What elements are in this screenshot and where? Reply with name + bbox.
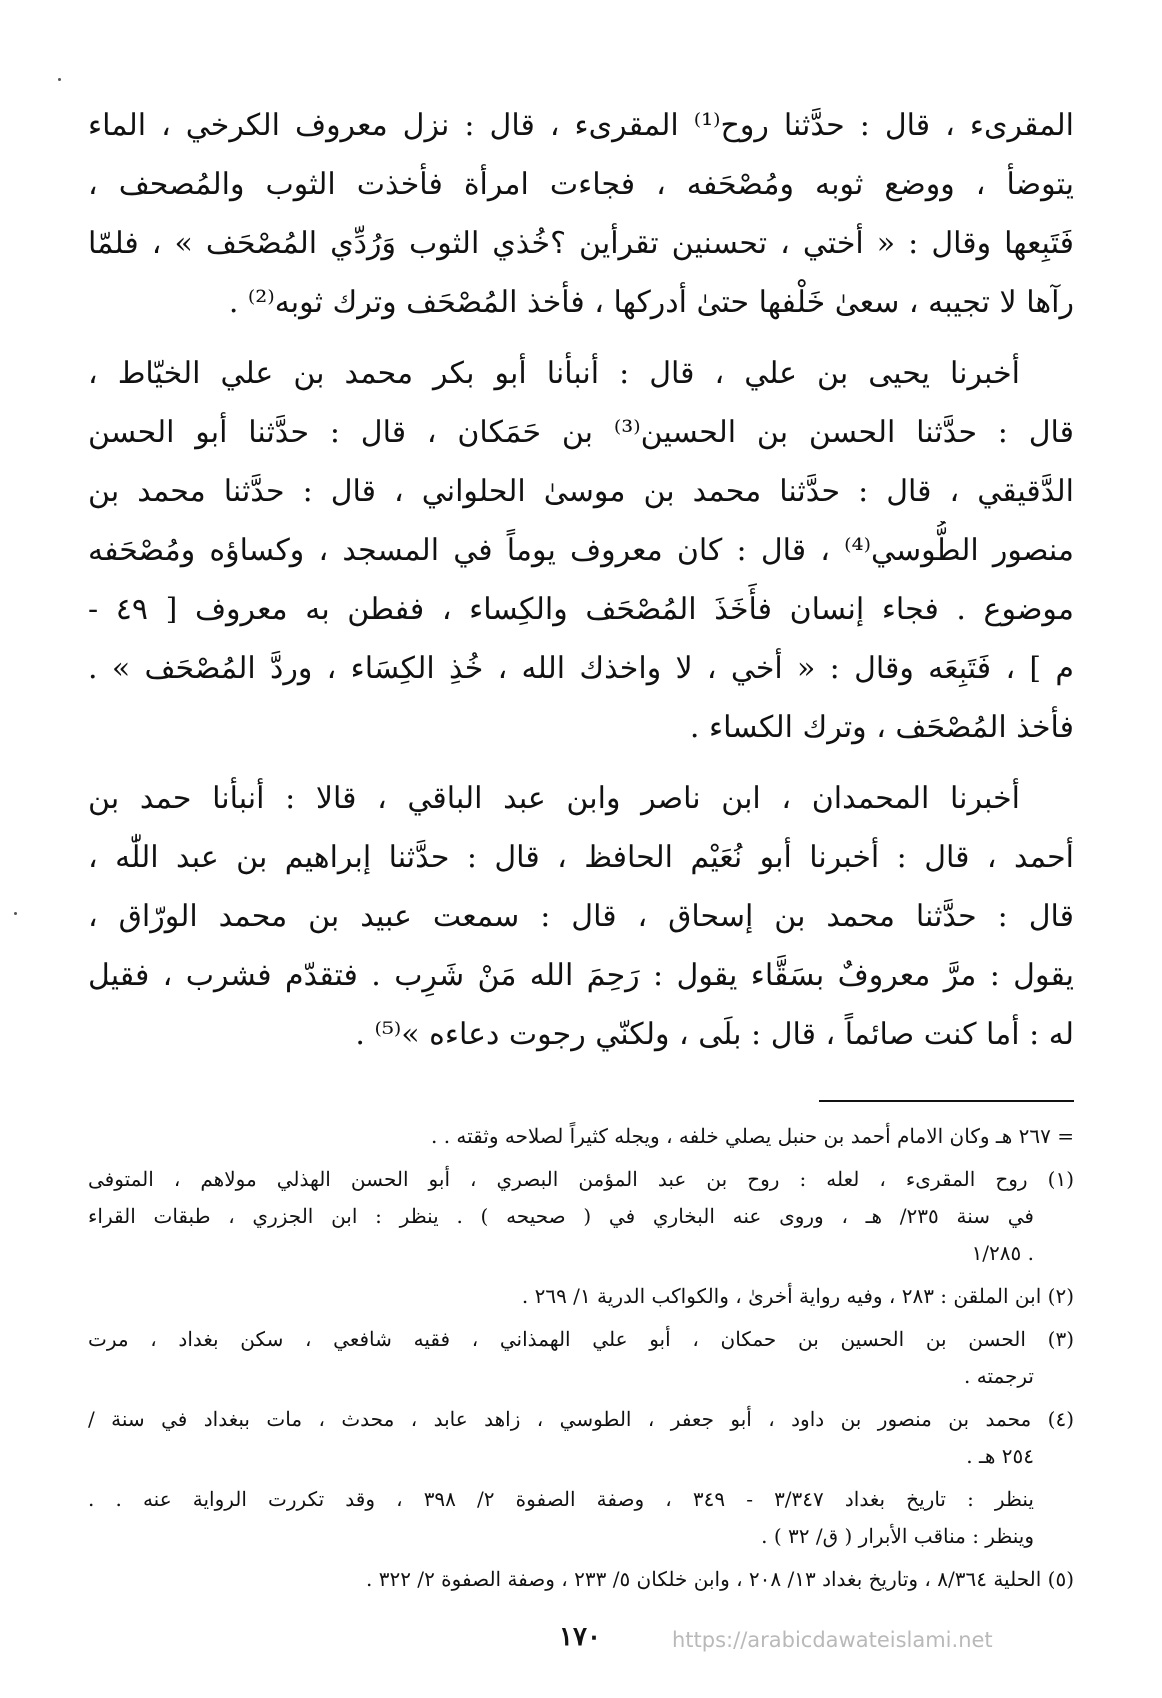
footnote-5 <box>88 1561 1074 1598</box>
footnote-line: (٣) الحسن بن الحسين بن حمكان ، أبو علي الهمذاني ، فقيه شافعي ، سكن بغداد ، مرت <box>88 1327 1074 1351</box>
footnote-line: (٤) محمد بن منصور بن داود ، أبو جعفر ، الطوسي ، زاهد عابد ، محدث ، مات ببغداد في سنة / <box>88 1407 1074 1431</box>
footnote-4-references <box>88 1481 1074 1555</box>
text-line: أخبرنا المحمدان ، ابن ناصر وابن عبد الباقي ، قالا : أنبأنا حمد بن <box>88 781 1020 816</box>
footnote-4 <box>88 1401 1074 1475</box>
footnote-line: ينظر : تاريخ بغداد ٣/٣٤٧ - ٣٤٩ ، وصفة الصفوة ٢/ ٣٩٨ ، وقد تكررت الرواية عنه . . <box>88 1487 1034 1511</box>
footnotes <box>88 1118 1074 1604</box>
text-line: قال : حدَّثنا الحسن بن الحسين⁽³⁾ بن حَمَكان ، قال : حدَّثنا أبو الحسن <box>88 415 1074 450</box>
footnote-3 <box>88 1321 1074 1395</box>
text-line: منصور الطُّوسي⁽⁴⁾ ، قال : كان معروف يوماً في المسجد ، وكساؤه ومُصْحَفه <box>88 533 1074 568</box>
footnote-line: ٢٥٤ هـ . <box>966 1444 1034 1468</box>
page-number: ١٧٠ <box>559 1622 601 1652</box>
paragraph-1 <box>88 96 1074 332</box>
footnote-line: (٥) الحلية ٨/٣٦٤ ، وتاريخ بغداد ١٣/ ٢٠٨ ، وابن خلكان ٥/ ٢٣٣ ، وصفة الصفوة ٢/ ٣٢٢ . <box>366 1567 1074 1591</box>
footnote-line: وينظر : مناقب الأبرار ( ق/ ٣٢ ) . <box>761 1524 1034 1548</box>
main-text <box>88 96 1074 1076</box>
text-line: م ] ، فَتَبِعَه وقال : « أخي ، لا واخذك الله ، خُذِ الكِسَاء ، وردَّ المُصْحَف » . <box>88 651 1074 686</box>
scan-speck <box>14 912 17 915</box>
text-line: أخبرنا يحيى بن علي ، قال : أنبأنا أبو بكر محمد بن علي الخيّاط ، <box>88 356 1020 391</box>
text-line: الدَّقيقي ، قال : حدَّثنا محمد بن موسىٰ الحلواني ، قال : حدَّثنا محمد بن <box>88 474 1074 509</box>
text-line: يتوضأ ، ووضع ثوبه ومُصْحَفه ، فجاءت امرأة فأخذت الثوب والمُصحف ، <box>88 167 1074 202</box>
footnote-line: في سنة ٢٣٥/ هـ ، وروى عنه البخاري في ( صحيحه ) . ينظر : ابن الجزري ، طبقات القراء <box>88 1204 1034 1228</box>
paragraph-3 <box>88 769 1074 1064</box>
footnote-line: . ١/٢٨٥ <box>971 1241 1034 1265</box>
paragraph-2 <box>88 344 1074 757</box>
text-line: أحمد ، قال : أخبرنا أبو نُعَيْم الحافظ ، قال : حدَّثنا إبراهيم بن عبد اللّٰه ، <box>88 840 1074 875</box>
text-line: رآها لا تجيبه ، سعىٰ خَلْفها حتىٰ أدركها ، فأخذ المُصْحَف وترك ثوبه⁽²⁾ . <box>228 285 1074 320</box>
footnote-continued <box>88 1118 1074 1155</box>
footnote-line: (١) روح المقرىء ، لعله : روح بن عبد المؤمن البصري ، أبو الحسن الهذلي مولاهم ، المتوفى <box>88 1167 1074 1191</box>
footnote-separator <box>819 1100 1074 1102</box>
footnote-2 <box>88 1278 1074 1315</box>
text-line: فَتَبِعها وقال : « أختي ، تحسنين تقرأين ؟خُذي الثوب وَرُدِّي المُصْحَف » ، فلمّا <box>88 226 1074 261</box>
scan-speck <box>58 78 61 81</box>
footnote-1 <box>88 1161 1074 1272</box>
footnote-line: = ٢٦٧ هـ وكان الامام أحمد بن حنبل يصلي خلفه ، ويجله كثيراً لصلاحه وثقته . . <box>430 1124 1074 1148</box>
text-line: المقرىء ، قال : حدَّثنا روح⁽¹⁾ المقرىء ، قال : نزل معروف الكرخي ، الماء <box>88 108 1074 143</box>
text-line: موضوع . فجاء إنسان فأَخَذَ المُصْحَف والكِساء ، ففطن به معروف [ ٤٩ - <box>88 592 1074 627</box>
watermark-url: https://arabicdawateislami.net <box>672 1628 993 1652</box>
footnote-line: (٢) ابن الملقن : ٢٨٣ ، وفيه رواية أخرىٰ ، والكواكب الدرية ١/ ٢٦٩ . <box>521 1284 1074 1308</box>
footnote-line: ترجمته . <box>964 1364 1034 1388</box>
text-line: يقول : مرَّ معروفٌ بسَقَّاء يقول : رَحِمَ الله مَنْ شَرِب . فتقدّم فشرب ، فقيل <box>88 958 1074 993</box>
text-line: له : أما كنت صائماً ، قال : بلَى ، ولكنّي رجوت دعاءه »⁽⁵⁾ . <box>355 1017 1074 1052</box>
text-line: قال : حدَّثنا محمد بن إسحاق ، قال : سمعت عبيد بن محمد الورّاق ، <box>88 899 1074 934</box>
text-line: فأخذ المُصْحَف ، وترك الكساء . <box>689 710 1074 745</box>
